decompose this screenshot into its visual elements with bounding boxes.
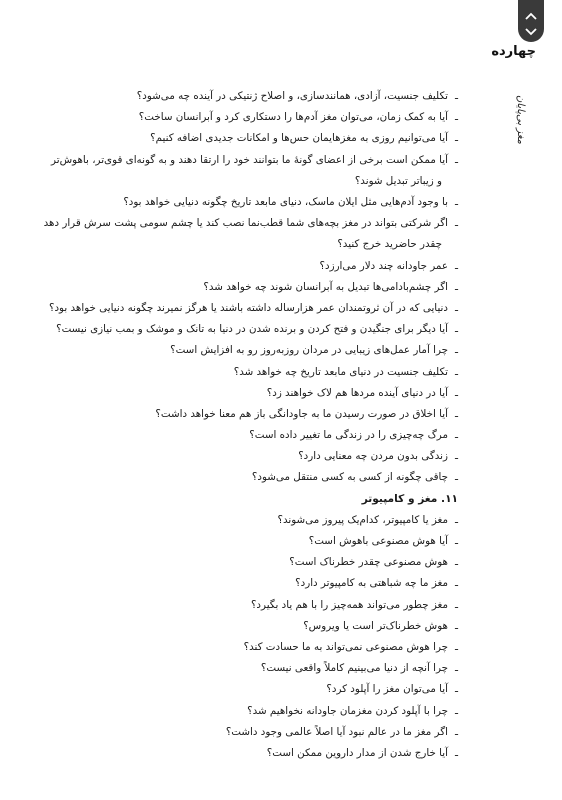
list-item: ـآیا می‌توانیم روزی به مغزهایمان حس‌ها و امکانات جدیدی اضافه کنیم؟ (150, 132, 458, 145)
list-item: ـچرا هوش مصنوعی نمی‌تواند به ما حسادت کند؟ (243, 640, 458, 653)
section-title: ۱۱. مغز و کامپیوتر (361, 492, 458, 505)
list-item: ـآیا می‌توان مغز را آپلود کرد؟ (326, 683, 458, 696)
question-list (38, 86, 458, 764)
list-item: ـبا وجود آدم‌هایی مثل ایلان ماسک، دنیای مابعد تاریخ چگونه دنیایی خواهد بود؟ (123, 195, 458, 208)
list-item: ـآیا ممکن است برخی از اعضای گونهٔ ما بتوانند خود را ارتقا دهند و به گونه‌ای قوی‌تر، باهوش‌تر و زیباتر تبدیل شوند؟ (51, 153, 458, 187)
running-header: مغز بی‌پایان (515, 95, 526, 144)
list-item: ـاگر شرکتی بتواند در مغز بچه‌های شما قطب‌نما نصب کند یا چشم سومی پشت سرش قرار دهد چقدر حاضرید خرج کنید؟ (43, 217, 458, 251)
list-item: ـزندگی بدون مردن چه معنایی دارد؟ (298, 450, 458, 463)
list-item: ـمغز ما چه شباهتی به کامپیوتر دارد؟ (295, 577, 458, 590)
list-item: ـهوش خطرناک‌تر است یا ویروس؟ (303, 619, 458, 632)
chevron-up-icon[interactable] (523, 10, 539, 24)
list-item: ـاگر مغز ما در عالم نبود آیا اصلاً عالمی وجود داشت؟ (225, 725, 458, 738)
list-item: ـاگر چشم‌بادامی‌ها تبدیل به آبرانسان شوند چه خواهد شد؟ (203, 280, 458, 293)
list-item: ـمرگ چه‌چیزی را در زندگی ما تغییر داده است؟ (249, 429, 458, 442)
list-item: ـچرا آنچه از دنیا می‌بینیم کاملاً واقعی نیست؟ (260, 662, 458, 675)
list-item: ـدنیایی که در آن ثروتمندان عمر هزارساله داشته باشند یا هرگز نمیرند چگونه دنیایی خواهد بود؟ (49, 301, 458, 314)
list-item: ـآیا به کمک زمان، می‌توان مغز آدم‌ها را دستکاری کرد و آبرانسان ساخت؟ (138, 111, 458, 124)
list-item: ـچرا آمار عمل‌های زیبایی در مردان روزبه‌روز رو به افزایش است؟ (170, 344, 458, 357)
list-item: ـچرا با آپلود کردن مغزمان جاودانه نخواهیم شد؟ (247, 704, 458, 717)
list-item: ـآیا در دنیای آینده مردها هم لاک خواهند زد؟ (266, 386, 458, 399)
list-item: ـعمر جاودانه چند دلار می‌ارزد؟ (319, 259, 458, 272)
list-item: ـآیا اخلاق در صورت رسیدن ما به جاودانگی باز هم معنا خواهد داشت؟ (155, 407, 458, 420)
list-item: ـتکلیف جنسیت، آزادی، همانندسازی، و اصلاح ژنتیکی در آینده چه می‌شود؟ (136, 90, 458, 102)
scroll-control[interactable] (518, 0, 544, 42)
chevron-down-icon[interactable] (523, 24, 539, 38)
page-number: چهارده (491, 44, 536, 59)
list-item: ـآیا خارج شدن از مدار داروین ممکن است؟ (266, 746, 458, 759)
list-item: ـچاقی چگونه از کسی به کسی منتقل می‌شود؟ (251, 471, 458, 484)
list-item: ـآیا دیگر برای جنگیدن و فتح کردن و برنده شدن در دنیا به تانک و موشک و بمب نیازی نیست؟ (56, 323, 458, 336)
list-item: ـتکلیف جنسیت در دنیای مابعد تاریخ چه خواهد شد؟ (233, 365, 458, 378)
list-item: ـمغز یا کامپیوتر، کدام‌یک پیروز می‌شوند؟ (277, 513, 458, 526)
list-item: ـمغز چطور می‌تواند همه‌چیز را با هم یاد بگیرد؟ (250, 598, 458, 611)
list-item: ـآیا هوش مصنوعی باهوش است؟ (308, 535, 458, 547)
list-item: ـهوش مصنوعی چقدر خطرناک است؟ (289, 556, 458, 569)
